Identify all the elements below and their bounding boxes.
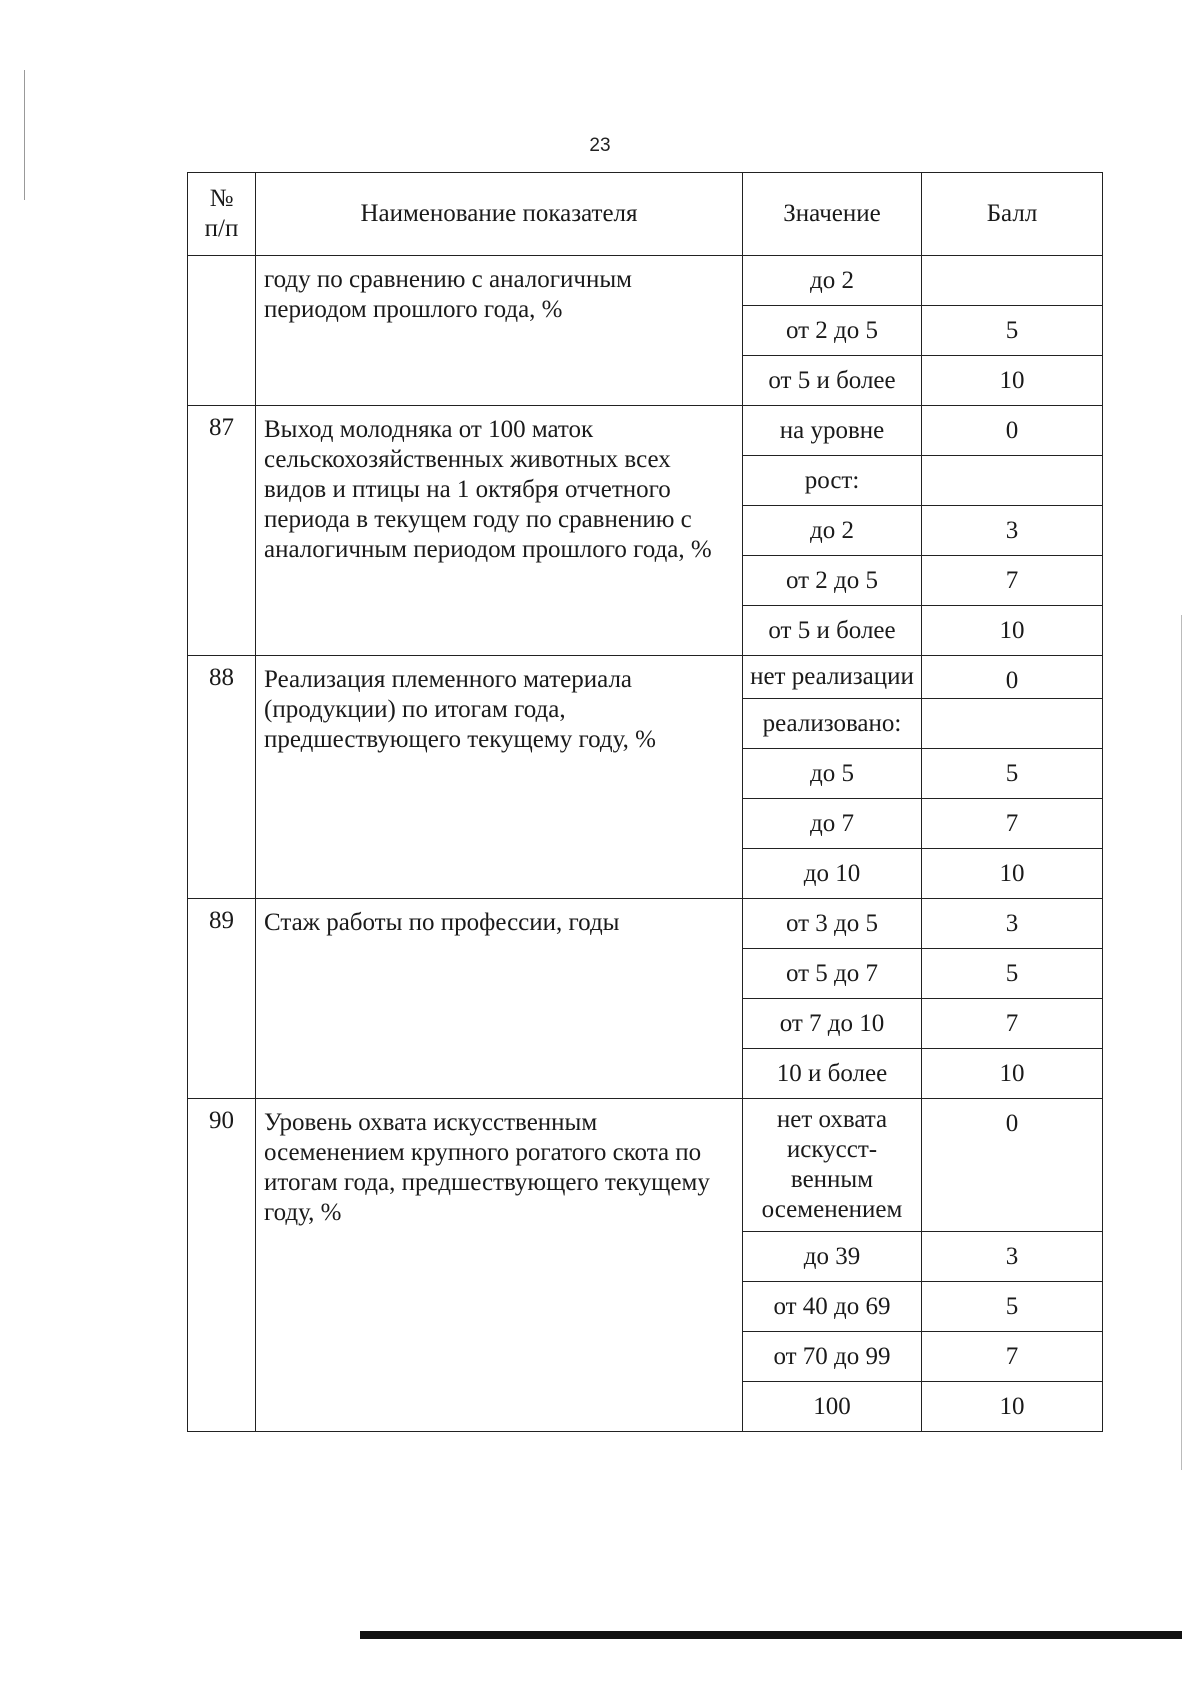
table-row xyxy=(188,899,1103,949)
indicator-score: 7 xyxy=(922,556,1103,606)
table-row xyxy=(188,256,1103,306)
indicator-score: 10 xyxy=(922,606,1103,656)
indicator-score: 0 xyxy=(922,656,1103,699)
header-value: Значение xyxy=(743,173,922,256)
indicator-score: 5 xyxy=(922,949,1103,999)
indicator-value: на уровне xyxy=(743,406,922,456)
indicator-value: 100 xyxy=(743,1382,922,1432)
indicator-score: 7 xyxy=(922,999,1103,1049)
table-row xyxy=(188,656,1103,699)
table-row xyxy=(188,1099,1103,1232)
indicator-value: до 2 xyxy=(743,506,922,556)
row-number: 90 xyxy=(188,1099,256,1432)
indicator-value: рост: xyxy=(743,456,922,506)
header-score: Балл xyxy=(922,173,1103,256)
indicator-value: 10 и более xyxy=(743,1049,922,1099)
indicator-value: от 40 до 69 xyxy=(743,1282,922,1332)
indicator-value: от 3 до 5 xyxy=(743,899,922,949)
header-num-line1: № xyxy=(209,185,234,212)
indicator-value: до 10 xyxy=(743,849,922,899)
indicator-value: до 2 xyxy=(743,256,922,306)
indicator-score: 10 xyxy=(922,1382,1103,1432)
scan-bottom-bar xyxy=(360,1631,1182,1639)
indicator-value: нет реализации xyxy=(743,656,922,699)
header-num xyxy=(188,173,256,256)
indicator-value: от 2 до 5 xyxy=(743,306,922,356)
indicator-score xyxy=(922,699,1103,749)
indicator-score: 10 xyxy=(922,849,1103,899)
indicator-score: 0 xyxy=(922,406,1103,456)
indicator-value: до 7 xyxy=(743,799,922,849)
indicator-score: 7 xyxy=(922,1332,1103,1382)
table-row xyxy=(188,406,1103,456)
indicator-score: 3 xyxy=(922,899,1103,949)
indicator-score: 10 xyxy=(922,356,1103,406)
indicator-value: нет охвата искусст- венным осеменением xyxy=(743,1099,922,1232)
indicator-score: 3 xyxy=(922,506,1103,556)
row-number: 88 xyxy=(188,656,256,899)
row-number: 89 xyxy=(188,899,256,1099)
indicator-table xyxy=(187,172,1103,1432)
indicator-score: 5 xyxy=(922,306,1103,356)
indicator-name: году по сравнению с аналогичным периодом прошлого года, % xyxy=(256,256,743,406)
page-number: 23 xyxy=(589,135,611,156)
scan-edge-line-right xyxy=(1181,615,1182,1470)
indicator-name: Выход молодняка от 100 маток сельскохозяйственных животных всех видов и птицы на 1 октября отчетного периода в текущем году по сравнению с аналогичным периодом прошлого года, % xyxy=(256,406,743,656)
indicator-name: Реализация племенного материала (продукции) по итогам года, предшествующего текущему году, % xyxy=(256,656,743,899)
indicator-score: 3 xyxy=(922,1232,1103,1282)
indicator-value: от 7 до 10 xyxy=(743,999,922,1049)
indicator-value: от 70 до 99 xyxy=(743,1332,922,1382)
indicator-score: 0 xyxy=(922,1099,1103,1232)
table-header-row xyxy=(188,173,1103,256)
indicator-score: 5 xyxy=(922,1282,1103,1332)
table-body xyxy=(188,256,1103,1432)
indicator-value: от 5 до 7 xyxy=(743,949,922,999)
indicator-name: Уровень охвата искусственным осеменением крупного рогатого скота по итогам года, предшествующего текущему году, % xyxy=(256,1099,743,1432)
indicator-score xyxy=(922,256,1103,306)
indicator-score: 7 xyxy=(922,799,1103,849)
indicator-value: до 39 xyxy=(743,1232,922,1282)
indicator-value: от 5 и более xyxy=(743,356,922,406)
row-number xyxy=(188,256,256,406)
indicator-value: реализовано: xyxy=(743,699,922,749)
header-name: Наименование показателя xyxy=(256,173,743,256)
indicator-value: до 5 xyxy=(743,749,922,799)
indicator-value: от 5 и более xyxy=(743,606,922,656)
indicator-name: Стаж работы по профессии, годы xyxy=(256,899,743,1099)
indicator-score: 5 xyxy=(922,749,1103,799)
header-num-line2: п/п xyxy=(204,215,239,242)
indicator-score: 10 xyxy=(922,1049,1103,1099)
row-number: 87 xyxy=(188,406,256,656)
indicator-value: от 2 до 5 xyxy=(743,556,922,606)
indicator-score xyxy=(922,456,1103,506)
